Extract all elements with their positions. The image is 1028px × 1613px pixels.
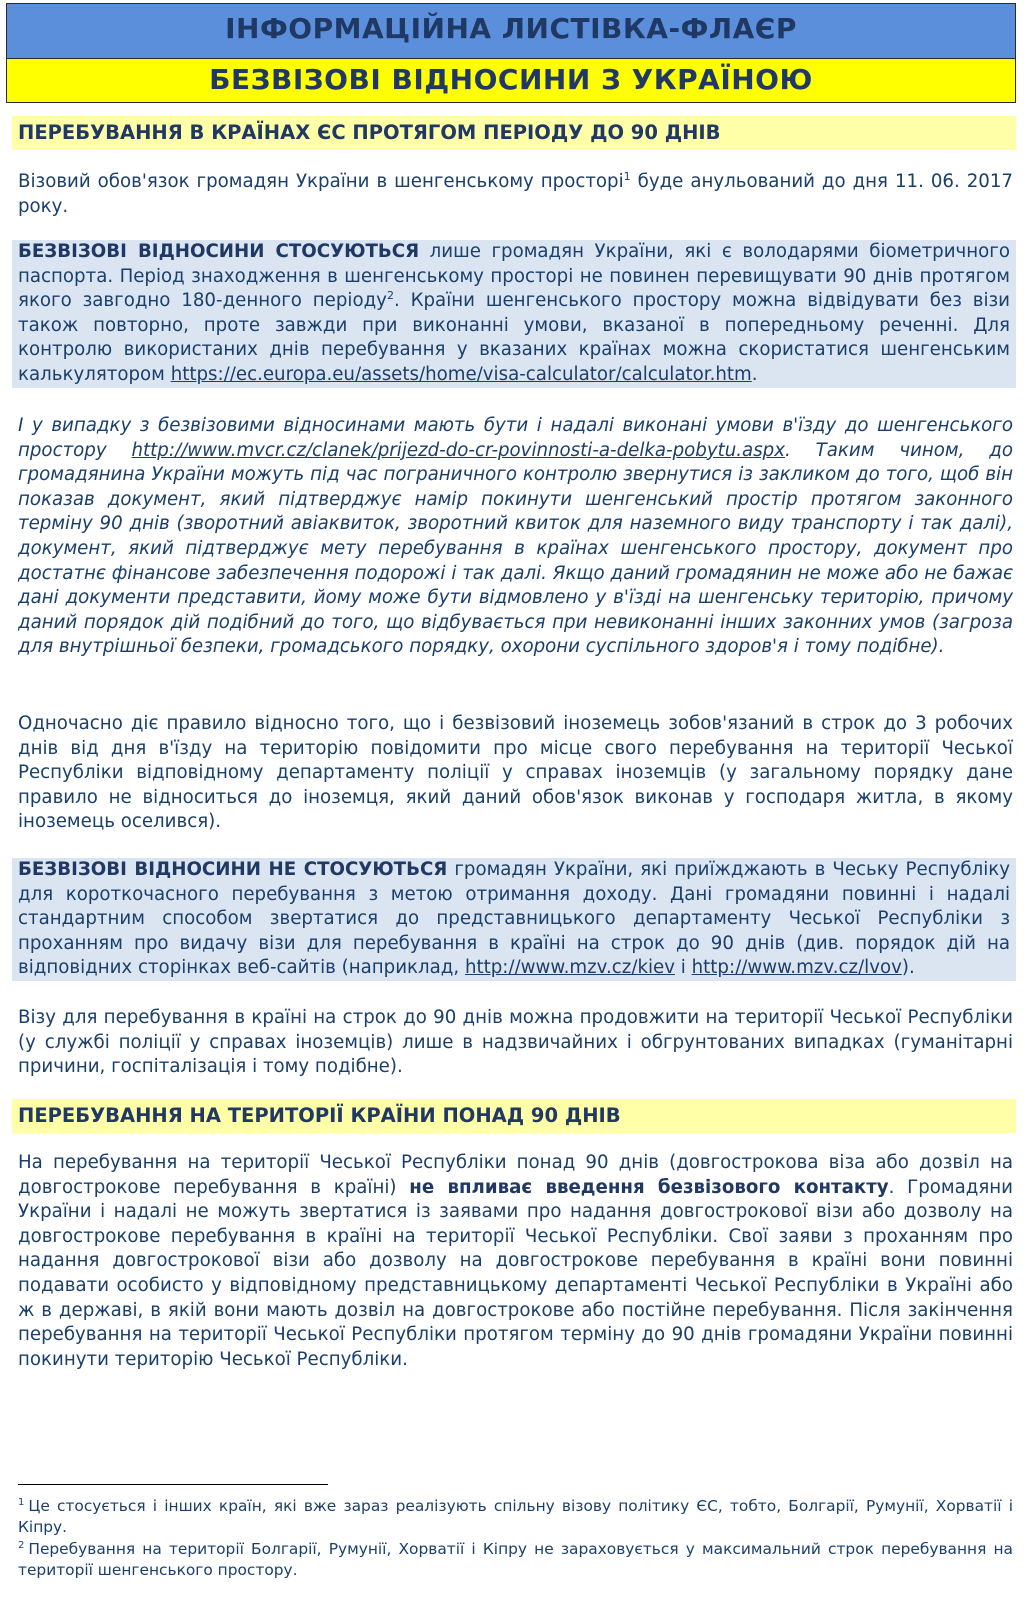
footnote-2-number: 2 (18, 1540, 25, 1551)
visa-free-not-applies-label: БЕЗВІЗОВІ ВІДНОСИНИ НЕ СТОСУЮТЬСЯ (18, 859, 448, 880)
footnote-2-text: Перебування на території Болгарії, Румунії, Хорватії і Кіпру не зараховується у максимальний строк перебування на території шенгенського простору. (18, 1540, 1013, 1579)
footnote-ref-1[interactable]: 1 (623, 170, 631, 183)
no-impact-emphasis: не впливає введення безвізового контакту (409, 1176, 889, 1198)
paragraph-visa-free-not-applies: БЕЗВІЗОВІ ВІДНОСИНИ НЕ СТОСУЮТЬСЯ громадян України, які приїжджають в Чеську Республіку для короткочасного перебування з метою отримання доходу. Дані громадяни повинні і надалі стандартним способом звертатися до представницького департаменту Чеської Республіки з проханням про видачу візи для перебування в країні на строк до 90 днів (див. порядок дій на відповідних сторінках веб-сайтів (наприклад, http://www.mzv.cz/kiev і http://www.mzv.cz/lvov). (12, 858, 1016, 981)
footnote-ref-2[interactable]: 2 (386, 289, 394, 303)
footnote-2 (18, 1539, 1013, 1580)
footnote-1-number: 1 (18, 1497, 25, 1508)
paragraph-registration-rule: Одночасно діє правило відносно того, що і безвізовий іноземець зобов'язаний в строк до 3 робочих днів від дня в'їзду на територію повідомити про місце свого перебування на території Чеської Республіки відповідному департаменту поліції у справах іноземців (у загальному порядку дане правило не відноситься до іноземця, який даний обов'язок виконав у господаря житла, в якому іноземець оселився). (18, 713, 1013, 833)
footnote-1-text: Це стосується і інших країн, які вже зараз реалізують спільну візову політику ЄС, тобто, Болгарії, Румунії, Хорватії і Кіпру. (18, 1497, 1013, 1536)
section-heading-long-stay: ПЕРЕБУВАННЯ НА ТЕРИТОРІЇ КРАЇНИ ПОНАД 90 ДНІВ (12, 1099, 1016, 1133)
visa-free-applies-label: БЕЗВІЗОВІ ВІДНОСИНИ СТОСУЮТЬСЯ (18, 241, 420, 262)
flyer-title: ІНФОРМАЦІЙНА ЛИСТІВКА-ФЛАЄР (225, 12, 797, 45)
paragraph-long-stay: На перебування на території Чеської Республіки понад 90 днів (довгострокова віза або дозвіл на довгострокове перебування в країні) не впливає введення безвізового контакту. Громадяни України і надалі не можуть звертатися із заявами про надання довгострокової візи або дозволу на довгострокове перебування в країні на території Чеської Республіки. Свої заяви з проханням про надання довгострокової візи або дозволу на довгострокове перебування в країні вони повинні подавати особисто у відповідному представницькому департаменті Чеської Республіки в Україні або ж в державі, в якій вони мають дозвіл на довгострокове або постійне перебування. Після закінчення перебування на території Чеської Республіки протягом терміну до 90 днів громадяни України повинні покинути територію Чеської Республіки. (18, 1152, 1013, 1370)
paragraph-visa-extension: Візу для перебування в країні на строк до 90 днів можна продовжити на території Чеської Республіки (у службі поліції у справах іноземців) лише в надзвичайних і обгрунтованих випадках (гуманітарні причини, госпіталізація і тому подібне). (18, 1007, 1013, 1078)
flyer-subtitle-banner (6, 58, 1016, 103)
mzv-kiev-link[interactable]: http://www.mzv.cz/kiev (464, 957, 675, 979)
flyer-subtitle: БЕЗВІЗОВІ ВІДНОСИНИ З УКРАЇНОЮ (209, 63, 813, 96)
paragraph-entry-conditions: І у випадку з безвізовими відносинами мають бути і надалі виконані умови в'їзду до шенгенського простору http://www.mvcr.cz/clanek/prijezd-do-cr-povinnosti-a-delka-pobytu.aspx. Таким чином, до громадянина України можуть під час пограничного контролю звернутися із закликом до того, щоб він показав документ, який підтверджує намір покинути шенгенський простір протягом законного терміну 90 днів (зворотний авіаквиток, зворотний квиток для наземного виду транспорту і так далі), документ, який підтверджує мету перебування в країнах шенгенського простору, документ про достатнє фінансове забезпечення подорожі і так далі. Якщо даний громадянин не може або не бажає дані документи представити, йому може бути відмовлено у в'їзді на шенгенську територію, причому даний порядок дій подібний до того, що відбувається при невиконанні інших законних умов (загроза для внутрішньої безпеки, громадського порядку, охорони суспільного здоров'я і тому подібне). (18, 415, 1013, 658)
flyer-title-banner (6, 3, 1016, 58)
paragraph-visa-abolition: Візовий обов'язок громадян України в шенгенському просторі$^1$ буде анульований до дня 11. 06. 2017 року. (18, 170, 1014, 217)
footnote-1 (18, 1496, 1013, 1537)
schengen-calculator-link[interactable]: https://ec.europa.eu/assets/home/visa-calculator/calculator.htm (170, 363, 752, 385)
paragraph-visa-free-applies: БЕЗВІЗОВІ ВІДНОСИНИ СТОСУЮТЬСЯ лише громадян України, які є володарями біометричного паспорта. Період знаходження в шенгенському просторі не повинен перевищувати 90 днів протягом якого завгодно 180-денного періоду$^2$. Країни шенгенського простору можна відвідувати без візи також повторно, проте завжди при виконанні умови, вказаної в попередньому реченні. Для контролю використаних днів перебування у вказаних країнах можна скористатися шенгенським калькулятором https://ec.europa.eu/assets/home/visa-calculator/calculator.htm. (12, 240, 1016, 388)
section-heading-short-stay: ПЕРЕБУВАННЯ В КРАЇНАХ ЄС ПРОТЯГОМ ПЕРІОДУ ДО 90 ДНІВ (12, 116, 1016, 150)
mzv-lvov-link[interactable]: http://www.mzv.cz/lvov (691, 957, 902, 979)
footnote-separator (18, 1484, 328, 1485)
mvcr-entry-link[interactable]: http://www.mvcr.cz/clanek/prijezd-do-cr-povinnosti-a-delka-pobytu.aspx (131, 439, 785, 461)
